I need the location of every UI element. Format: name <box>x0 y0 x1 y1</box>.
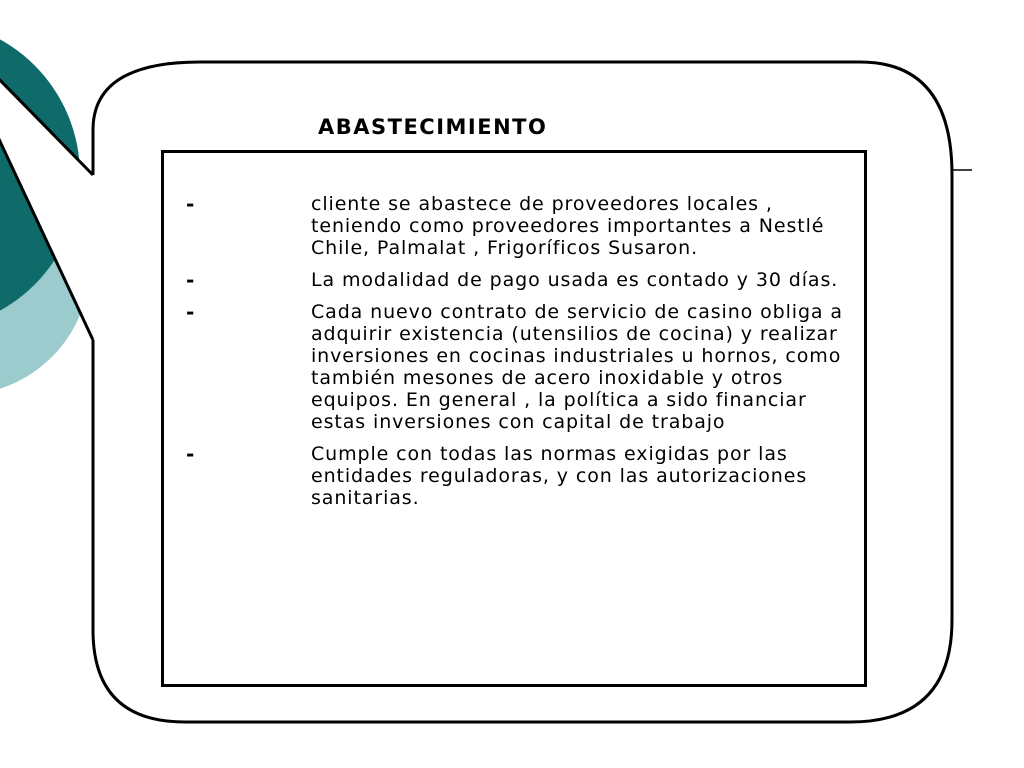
bullet-text: Cumple con todas las normas exigidas por las entidades reguladoras, y con las autorizaciones sanitarias. <box>311 443 808 509</box>
bullet-marker: - <box>186 192 195 216</box>
list-item <box>164 443 864 509</box>
bullet-marker: - <box>186 268 195 292</box>
bullet-marker: - <box>186 300 195 324</box>
bullet-text: Cada nuevo contrato de servicio de casino obliga a adquirir existencia (utensilios de cocina) y realizar inversiones en cocinas industriales u hornos, como también mesones de acero inoxidable y otros equipos. En general , la política a sido financiar estas inversiones con capital de trabajo <box>311 301 843 433</box>
list-item <box>164 193 864 259</box>
bullet-text: cliente se abastece de proveedores locales , teniendo como proveedores importantes a Nestlé Chile, Palmalat , Frigoríficos Susaron. <box>311 193 825 259</box>
bullet-text: La modalidad de pago usada es contado y 30 días. <box>311 269 839 291</box>
content-box <box>161 150 867 687</box>
slide-title: ABASTECIMIENTO <box>318 115 548 139</box>
list-item <box>164 301 864 433</box>
bullet-list <box>164 193 864 519</box>
bullet-marker: - <box>186 442 195 466</box>
list-item <box>164 269 864 291</box>
